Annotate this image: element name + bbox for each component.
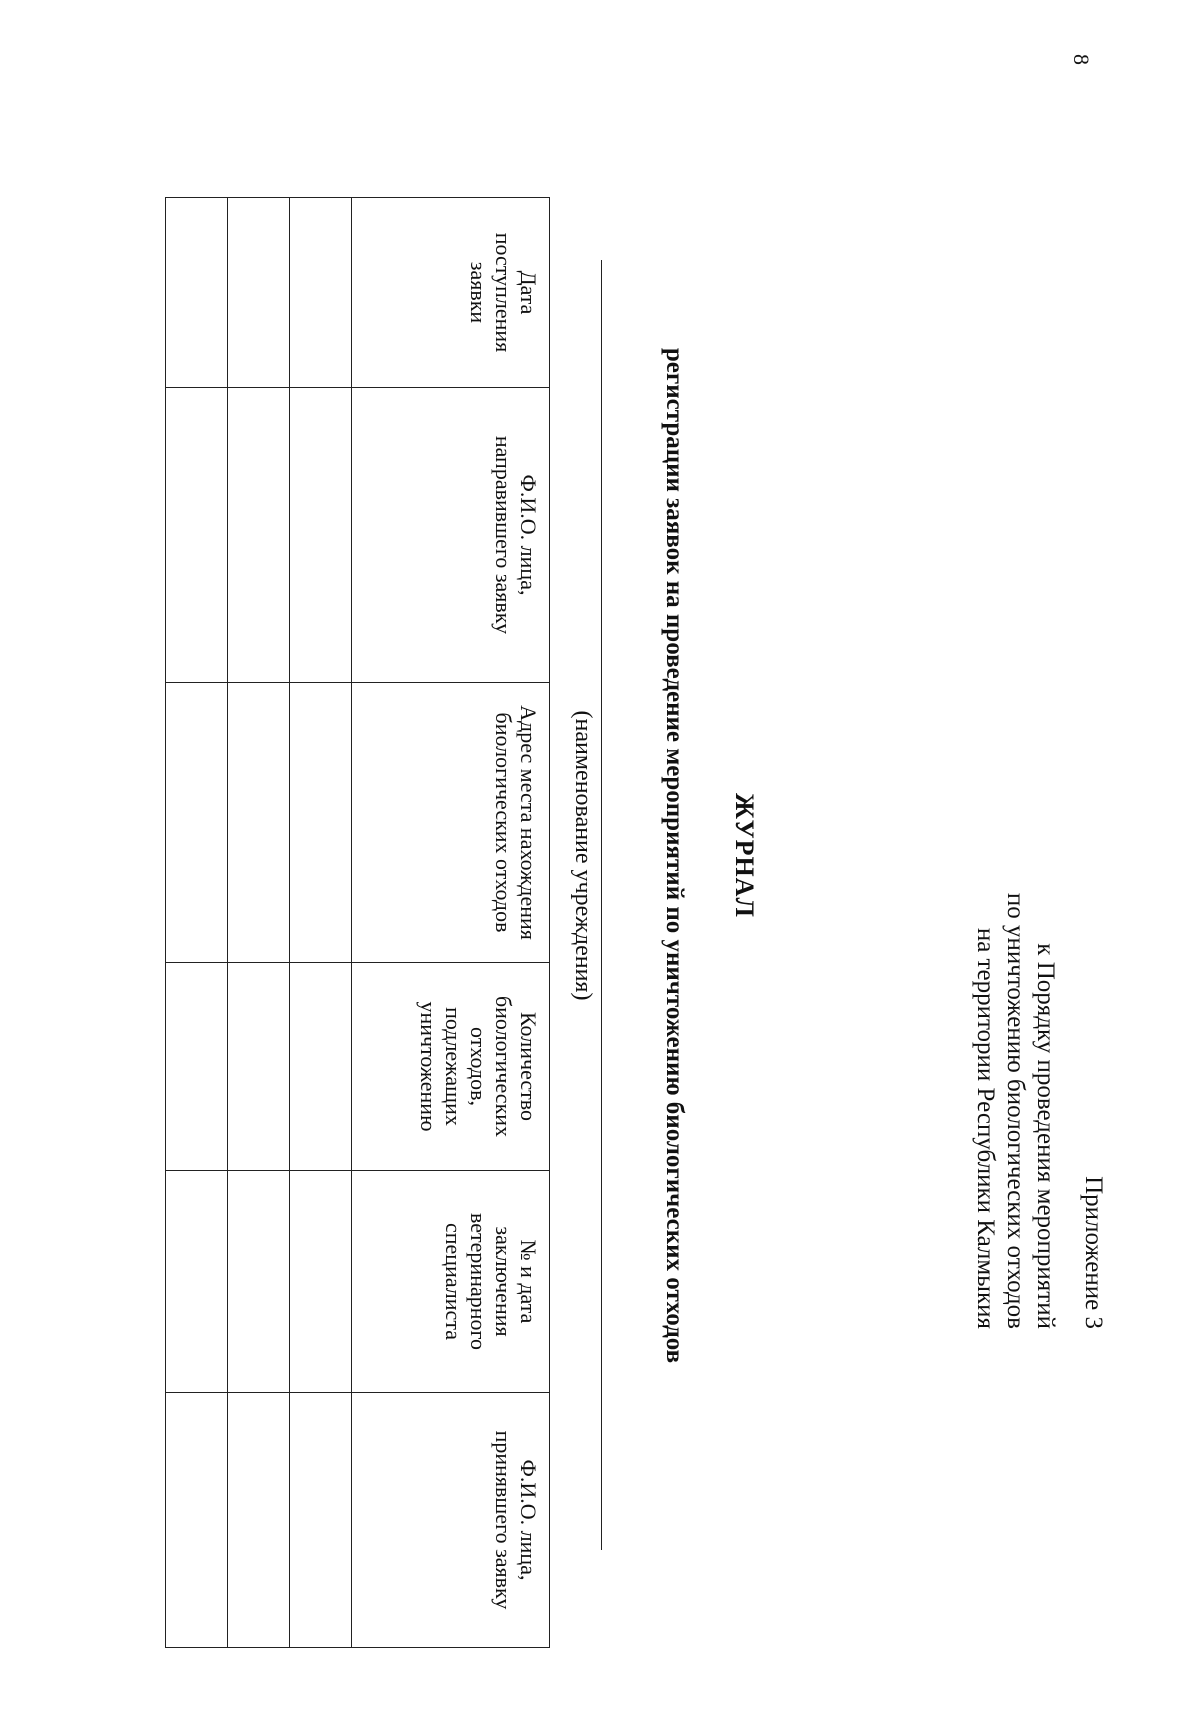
header-line: биологических <box>491 995 516 1138</box>
appendix-line: к Порядку проведения мероприятий <box>1032 943 1059 1329</box>
header-line: ветеринарного <box>466 1213 491 1350</box>
appendix-line: по уничтожению биологических отходов <box>1002 892 1029 1329</box>
appendix-block <box>970 893 1108 1329</box>
table-cell <box>290 1171 352 1393</box>
table-cell <box>228 1393 290 1648</box>
table-row <box>166 198 228 1648</box>
table-cell <box>166 683 228 963</box>
column-header-sender <box>352 388 550 683</box>
table-row <box>290 198 352 1648</box>
header-line: Количество <box>516 1011 541 1122</box>
table-cell <box>290 963 352 1171</box>
table-cell <box>290 683 352 963</box>
appendix-title: Приложение 3 <box>1080 1176 1107 1329</box>
header-line: отходов, <box>466 1027 491 1106</box>
header-line: принявшего заявку <box>491 1430 516 1610</box>
column-header-date <box>352 198 550 388</box>
table-cell <box>290 1393 352 1648</box>
table-cell <box>290 198 352 388</box>
organization-caption: (наименование учреждения) <box>570 710 596 1001</box>
header-line: Дата <box>516 270 541 315</box>
table-cell <box>166 198 228 388</box>
appendix-line: на территории Республики Калмыкия <box>972 927 999 1329</box>
table-cell <box>166 1393 228 1648</box>
header-line: поступления <box>491 232 516 353</box>
journal-table <box>165 197 550 1648</box>
table-header-row <box>352 198 550 1648</box>
table-cell <box>228 963 290 1171</box>
table-cell <box>166 963 228 1171</box>
page-number: 8 <box>1069 54 1094 65</box>
table-cell <box>290 388 352 683</box>
table-cell <box>166 1171 228 1393</box>
journal-title: ЖУРНАЛ <box>730 793 759 918</box>
column-header-address <box>352 683 550 963</box>
header-line: направившего заявку <box>491 435 516 635</box>
header-line: Адрес места нахождения <box>516 705 541 940</box>
header-line: № и дата <box>516 1239 541 1324</box>
journal-subtitle: регистрации заявок на проведение мероприятий по уничтожению биологических отходов <box>661 347 688 1364</box>
header-line: уничтожению <box>416 1001 441 1132</box>
column-header-receiver <box>352 1393 550 1648</box>
header-line: подлежащих <box>441 1007 466 1126</box>
header-line: Ф.И.О. лица, <box>516 1459 541 1581</box>
organization-name-line <box>601 260 602 1550</box>
table-body <box>166 198 352 1648</box>
header-line: биологических отходов <box>491 712 516 933</box>
header-line: Ф.И.О. лица, <box>516 474 541 596</box>
header-line: специалиста <box>441 1223 466 1340</box>
header-line: заявки <box>466 261 491 324</box>
column-header-conclusion <box>352 1171 550 1393</box>
table-cell <box>166 388 228 683</box>
header-line: заключения <box>491 1226 516 1337</box>
table-cell <box>228 198 290 388</box>
table-cell <box>228 388 290 683</box>
table-row <box>228 198 290 1648</box>
table-cell <box>228 683 290 963</box>
table-cell <box>228 1171 290 1393</box>
column-header-quantity <box>352 963 550 1171</box>
